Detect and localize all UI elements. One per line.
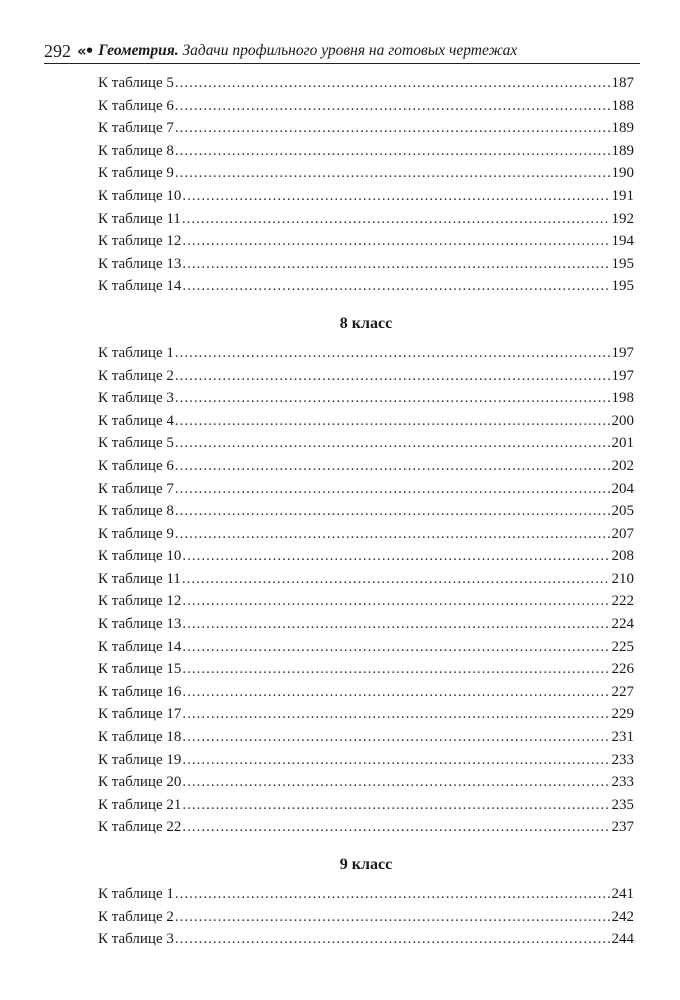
toc-entry-page: 191 [611, 187, 634, 204]
book-title [98, 42, 517, 60]
toc-entry-label: К таблице 7 [98, 480, 174, 497]
toc-entry-label: К таблице 15 [98, 661, 182, 678]
toc-entry[interactable] [98, 365, 634, 388]
toc-entry[interactable] [98, 568, 634, 591]
toc-entry-page: 189 [611, 142, 634, 159]
toc-entry-page: 237 [611, 819, 634, 836]
section-heading: 9 класс [339, 856, 393, 873]
toc-leader-dots [182, 681, 609, 704]
table-of-contents [98, 72, 634, 951]
toc-section-grade-9 [98, 853, 634, 951]
toc-entry[interactable] [98, 432, 634, 455]
toc-entry-label: К таблице 12 [98, 233, 182, 250]
toc-entry[interactable] [98, 208, 634, 231]
toc-entry-label: К таблице 16 [98, 683, 182, 700]
toc-entry-label: К таблице 10 [98, 187, 182, 204]
toc-entry-page: 197 [611, 367, 634, 384]
toc-entry-label: К таблице 6 [98, 97, 174, 114]
toc-entry-label: К таблице 13 [98, 616, 182, 633]
toc-leader-dots [175, 387, 610, 410]
toc-entry[interactable] [98, 162, 634, 185]
toc-leader-dots [175, 523, 610, 546]
toc-entry[interactable] [98, 658, 634, 681]
toc-leader-dots [175, 883, 610, 906]
toc-entry[interactable] [98, 749, 634, 772]
toc-entry[interactable] [98, 500, 634, 523]
toc-entry-label: К таблице 7 [98, 120, 174, 137]
toc-entry-page: 225 [611, 638, 634, 655]
toc-entry-label: К таблице 17 [98, 706, 182, 723]
toc-entry-label: К таблице 9 [98, 525, 174, 542]
toc-entry-page: 195 [611, 278, 634, 295]
toc-entry-page: 195 [611, 255, 634, 272]
toc-entry-label: К таблице 3 [98, 931, 174, 948]
toc-entry-label: К таблице 12 [98, 593, 182, 610]
toc-entry[interactable] [98, 726, 634, 749]
toc-entry-page: 208 [611, 548, 634, 565]
toc-entry-page: 197 [611, 344, 634, 361]
header-mark: «• [77, 42, 93, 60]
toc-leader-dots [182, 545, 609, 568]
toc-leader-dots [175, 500, 610, 523]
running-header [44, 38, 640, 64]
toc-section-continued [98, 72, 634, 298]
toc-entry[interactable] [98, 771, 634, 794]
toc-entry-page: 198 [611, 390, 634, 407]
toc-entry[interactable] [98, 883, 634, 906]
toc-entry[interactable] [98, 342, 634, 365]
toc-entry-label: К таблице 14 [98, 638, 182, 655]
toc-entry-label: К таблице 20 [98, 774, 182, 791]
toc-entry-label: К таблице 3 [98, 390, 174, 407]
toc-leader-dots [182, 703, 609, 726]
toc-entry[interactable] [98, 703, 634, 726]
toc-entry-page: 188 [611, 97, 634, 114]
toc-entry[interactable] [98, 140, 634, 163]
toc-leader-dots [175, 162, 610, 185]
toc-entry[interactable] [98, 455, 634, 478]
book-title-rest: Задачи профильного уровня на готовых чертежах [178, 42, 518, 59]
toc-entry-label: К таблице 10 [98, 548, 182, 565]
toc-leader-dots [182, 794, 609, 817]
toc-entry[interactable] [98, 387, 634, 410]
toc-entry-label: К таблице 11 [98, 210, 181, 227]
toc-entry-page: 210 [611, 570, 634, 587]
toc-entry[interactable] [98, 906, 634, 929]
toc-entry[interactable] [98, 275, 634, 298]
toc-entry-label: К таблице 21 [98, 796, 182, 813]
toc-entry-page: 227 [611, 683, 634, 700]
toc-entry-label: К таблице 9 [98, 165, 174, 182]
toc-entry-page: 189 [611, 120, 634, 137]
toc-entry-page: 233 [611, 774, 634, 791]
toc-entry[interactable] [98, 590, 634, 613]
toc-leader-dots [182, 590, 609, 613]
toc-leader-dots [182, 816, 609, 839]
toc-leader-dots [182, 771, 609, 794]
toc-entry-page: 194 [611, 233, 634, 250]
toc-entry-label: К таблице 6 [98, 457, 174, 474]
toc-entry[interactable] [98, 117, 634, 140]
toc-entry[interactable] [98, 72, 634, 95]
toc-leader-dots [175, 455, 610, 478]
page-number: 292 [44, 41, 71, 61]
toc-leader-dots [182, 568, 610, 591]
toc-entry[interactable] [98, 410, 634, 433]
toc-leader-dots [175, 478, 610, 501]
toc-entry-page: 202 [611, 457, 634, 474]
toc-entry[interactable] [98, 636, 634, 659]
toc-leader-dots [175, 342, 610, 365]
toc-entry-page: 204 [611, 480, 634, 497]
toc-leader-dots [182, 275, 609, 298]
toc-entry-label: К таблице 18 [98, 729, 182, 746]
toc-entry-page: 207 [611, 525, 634, 542]
toc-entry[interactable] [98, 253, 634, 276]
toc-entry[interactable] [98, 613, 634, 636]
toc-entry-page: 200 [611, 412, 634, 429]
toc-entry-page: 187 [611, 75, 634, 91]
toc-entry-page: 244 [611, 931, 634, 948]
toc-leader-dots [175, 928, 610, 951]
section-heading: 8 класс [339, 314, 393, 332]
toc-entry[interactable] [98, 185, 634, 208]
toc-entry-page: 229 [611, 706, 634, 723]
toc-entry-page: 190 [611, 165, 634, 182]
toc-leader-dots [182, 726, 609, 749]
toc-entry-page: 235 [611, 796, 634, 813]
toc-leader-dots [175, 432, 610, 455]
toc-entry-page: 205 [611, 503, 634, 520]
toc-entry-page: 226 [611, 661, 634, 678]
toc-entry-label: К таблице 22 [98, 819, 182, 836]
toc-entry-page: 192 [611, 210, 634, 227]
book-title-bold: Геометрия. [98, 42, 179, 59]
toc-entry-label: К таблице 4 [98, 412, 174, 429]
toc-entry-label: К таблице 5 [98, 75, 174, 91]
toc-entry-label: К таблице 2 [98, 367, 174, 384]
toc-entry-label: К таблице 2 [98, 908, 174, 925]
toc-entry-label: К таблице 1 [98, 344, 174, 361]
toc-leader-dots [175, 410, 610, 433]
toc-entry-page: 222 [611, 593, 634, 610]
toc-entry-label: К таблице 8 [98, 503, 174, 520]
toc-leader-dots [182, 613, 609, 636]
toc-entry[interactable] [98, 681, 634, 704]
toc-entry-label: К таблице 11 [98, 570, 181, 587]
toc-entry-label: К таблице 13 [98, 255, 182, 272]
toc-entry[interactable] [98, 478, 634, 501]
toc-section-grade-8 [98, 312, 634, 839]
toc-entry[interactable] [98, 816, 634, 839]
toc-entry-label: К таблице 8 [98, 142, 174, 159]
toc-entry[interactable] [98, 95, 634, 118]
toc-leader-dots [182, 658, 609, 681]
toc-entry[interactable] [98, 928, 634, 951]
toc-entry[interactable] [98, 545, 634, 568]
toc-entry[interactable] [98, 794, 634, 817]
toc-entry-page: 242 [611, 908, 634, 925]
toc-entry-page: 224 [611, 616, 634, 633]
toc-leader-dots [182, 230, 609, 253]
toc-entry-label: К таблице 1 [98, 886, 174, 902]
toc-entry[interactable] [98, 523, 634, 546]
toc-leader-dots [175, 117, 610, 140]
toc-leader-dots [175, 72, 610, 95]
toc-entry-label: К таблице 19 [98, 751, 182, 768]
toc-leader-dots [182, 253, 609, 276]
toc-leader-dots [182, 208, 610, 231]
toc-leader-dots [182, 185, 609, 208]
toc-leader-dots [175, 365, 610, 388]
toc-leader-dots [182, 749, 609, 772]
toc-entry-page: 241 [611, 886, 634, 902]
toc-leader-dots [175, 140, 610, 163]
toc-entry-page: 201 [611, 435, 634, 452]
toc-entry-page: 233 [611, 751, 634, 768]
toc-entry-label: К таблице 5 [98, 435, 174, 452]
toc-entry[interactable] [98, 230, 634, 253]
toc-leader-dots [182, 636, 609, 659]
toc-entry-label: К таблице 14 [98, 278, 182, 295]
toc-leader-dots [175, 95, 610, 118]
toc-leader-dots [175, 906, 610, 929]
toc-entry-page: 231 [611, 729, 634, 746]
